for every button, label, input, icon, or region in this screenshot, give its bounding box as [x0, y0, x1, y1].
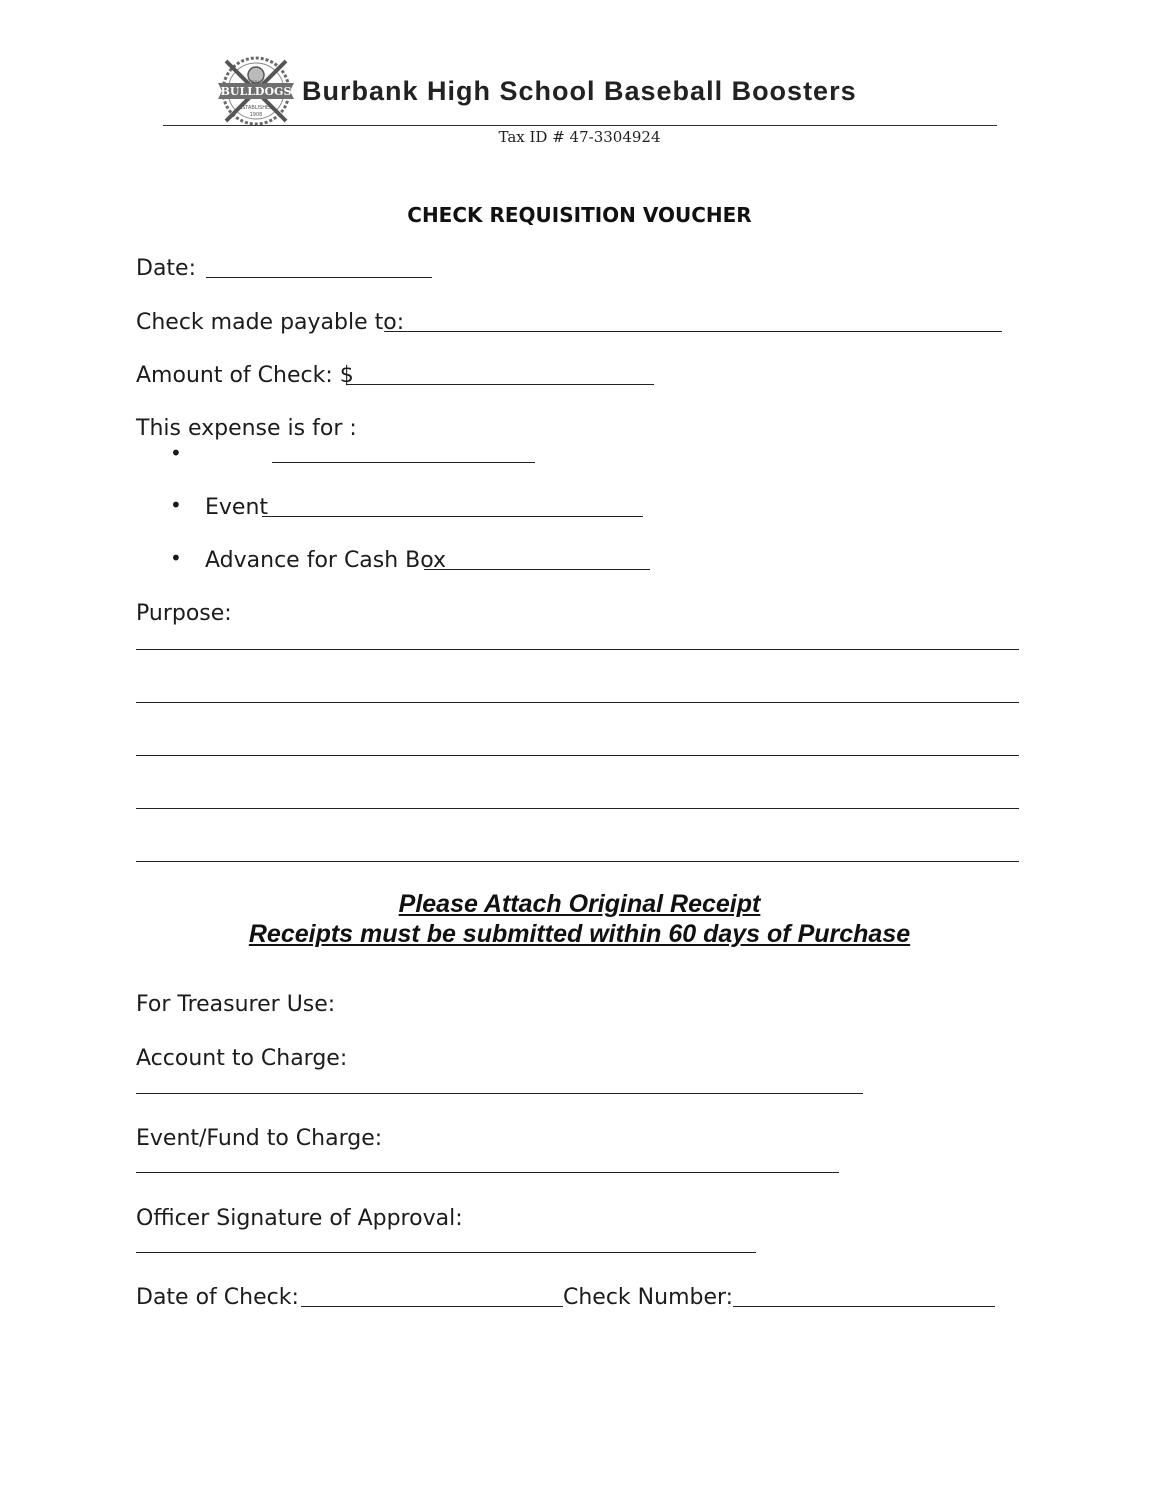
- bullet-icon: •: [170, 546, 182, 570]
- form-title: CHECK REQUISITION VOUCHER: [407, 203, 752, 227]
- logo-name: BULLDOGS: [220, 85, 292, 98]
- org-name: Burbank High School Baseball Boosters: [302, 76, 857, 106]
- account-label: Account to Charge:: [136, 1046, 348, 1071]
- bulldogs-logo-icon: [216, 55, 296, 127]
- tax-id: Tax ID # 47-3304924: [498, 128, 661, 146]
- expense-option-cashbox-label: Advance for Cash Box: [205, 548, 447, 573]
- signature-field[interactable]: [136, 1252, 756, 1253]
- date-of-check-label: Date of Check:: [136, 1285, 299, 1310]
- payable-label: Check made payable to:: [136, 310, 405, 335]
- bullet-icon: •: [170, 441, 182, 465]
- purpose-line-2[interactable]: [136, 702, 1019, 703]
- signature-label: Officer Signature of Approval:: [136, 1206, 463, 1231]
- event-fund-label: Event/Fund to Charge:: [136, 1126, 383, 1151]
- account-field[interactable]: [136, 1093, 863, 1094]
- expense-label: This expense is for :: [136, 416, 357, 441]
- event-fund-field[interactable]: [136, 1172, 839, 1173]
- amount-field[interactable]: [346, 384, 654, 385]
- purpose-line-5[interactable]: [136, 861, 1019, 862]
- logo-sub: ESTABLISHED: [238, 105, 274, 111]
- expense-option-cashbox-field[interactable]: [424, 569, 650, 570]
- check-number-field[interactable]: [733, 1306, 995, 1307]
- bullet-icon: •: [170, 493, 182, 517]
- expense-option-event-field[interactable]: [262, 516, 643, 517]
- notice-line-1: Please Attach Original Receipt: [398, 890, 761, 918]
- date-field[interactable]: [206, 277, 432, 278]
- logo-top: BURBANK: [246, 80, 266, 85]
- payable-field[interactable]: [384, 331, 1002, 332]
- purpose-label: Purpose:: [136, 601, 232, 626]
- treasurer-heading: For Treasurer Use:: [136, 992, 336, 1017]
- date-of-check-field[interactable]: [301, 1306, 563, 1307]
- expense-option-1-field[interactable]: [272, 462, 535, 463]
- header-rule: [163, 125, 997, 126]
- purpose-line-1[interactable]: [136, 649, 1019, 650]
- logo: [216, 55, 296, 127]
- amount-label: Amount of Check: $: [136, 363, 354, 388]
- purpose-line-4[interactable]: [136, 808, 1019, 809]
- date-label: Date:: [136, 256, 196, 281]
- check-number-label: Check Number:: [563, 1285, 734, 1310]
- logo-year: 1908: [249, 112, 263, 118]
- notice-line-2: Receipts must be submitted within 60 days of Purchase: [248, 920, 911, 948]
- expense-option-event-label: Event: [205, 495, 269, 520]
- purpose-line-3[interactable]: [136, 755, 1019, 756]
